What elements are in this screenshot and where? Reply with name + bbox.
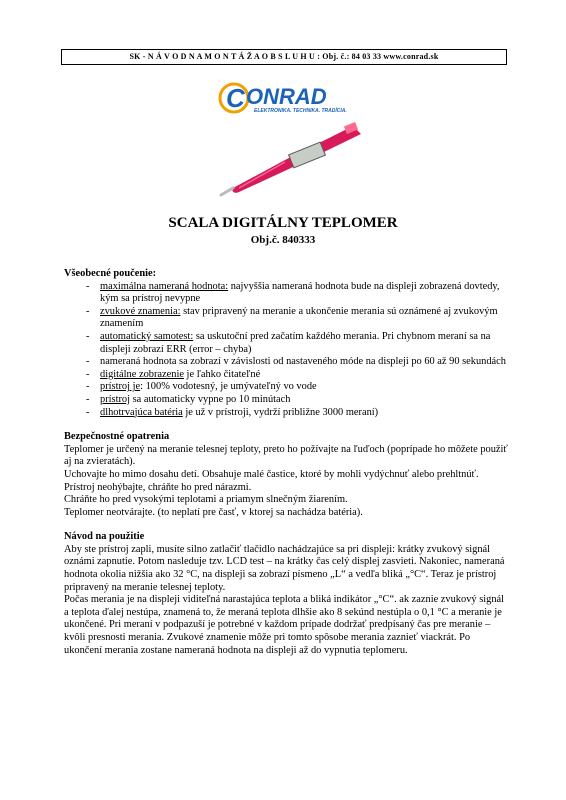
list-item: - automatický samotest: sa uskutoční pred začatím každého merania. Pri chybnom meraní sa na displeji zobrazí ERR (error – chyba) [86,330,491,355]
list-item: - nameraná hodnota sa zobrazí v závislosti od nastaveného móde na displeji po 60 až 90 sekundách [86,356,506,368]
list-item: - prístroj je: 100% vodotesný, je umývateľný vo vode [86,381,317,393]
usage-heading: Návod na použitie [64,531,145,543]
list-item: - dlhotrvajúca batéria je už v prístroji, vydrží približne 3000 meraní) [86,406,379,418]
safety-paragraph: Teplomer neotvárajte. (to neplatí pre časť, v ktorej sa nachádza batéria). [64,506,363,518]
safety-heading: Bezpečnostné opatrenia [64,431,170,443]
content-body [64,268,509,657]
document-header: SK - N Á V O D N A M O N T Á Ž A O B S L U H U : Obj. č.: 84 03 33 www.conrad.sk [61,49,507,65]
logo-initial: C [226,83,245,113]
general-heading: Všeobecné poučenie: [64,268,157,279]
logo-word: ONRAD [246,84,327,109]
list-item: - maximálna nameraná hodnota: najvyššia nameraná hodnota bude na displeji zobrazená dovtedy, kým sa prístroj nevypne [86,280,500,305]
usage-paragraph: Aby ste prístroj zapli, musíte silno zatlačiť tlačidlo nachádzajúce sa pri displeji: krátky zvukový signál oznámi zapnutie. Potom nasleduje tzv. LCD test – na krátky čas celý displej zasvieti. Nakoniec, nameraná hodnota okolia nižšia ako 32 °C, na displeji sa zobrazí písmeno „L“ a vedľa bliká „°C“. Teraz je prístroj pripravený na meranie telesnej teploty. [64,543,505,593]
list-item: - digitálne zobrazenie je ľahko čitateľné [86,368,261,380]
list-item: - zvukové znamenia: stav pripravený na meranie a ukončenie merania sú oznámené aj zvukovým znamením [86,305,498,330]
usage-paragraph: Počas merania je na displeji viditeľná narastajúca teplota a bliká indikátor „°C“. ak zaznie zvukový signál a teplota ďalej nestúpa, znamená to, že meraná teplota dlhšie ako 8 sekúnd nestúpla o 0,1 °C a meranie je ukončené. Pri meraní v podpazuší je potrebné v každom prípade dodržať predpísaný čas pre meranie – kvôli presnosti merania. Zvukové znamenie môže pri tomto spôsobe merania zaznieť viackrát. Po ukončení merania zostane nameraná hodnota na displeji až do vypnutia teplomeru. [64,594,505,656]
thermometer-display [289,142,326,168]
logo-tagline: ELEKTRONIKA. TECHNIKA. TRADÍCIA. [254,108,347,114]
safety-paragraph: Teplomer je určený na meranie telesnej teploty, preto ho požívajte na ľuďoch (poprípade ho môžete použiť aj na zvieratách). [64,443,508,468]
page-title: SCALA DIGITÁLNY TEPLOMER [168,215,398,231]
safety-paragraph: Prístroj neohýbajte, chráňte ho pred nárazmi. [64,481,252,493]
thermometer-image [195,118,365,198]
safety-paragraph: Chráňte ho pred vysokými teplotami a priamym slnečným žiarením. [64,494,348,506]
conrad-logo [218,82,348,114]
thermometer-tip [221,188,233,195]
safety-paragraph: Uchovajte ho mimo dosahu detí. Obsahuje malé častice, ktoré by mohli vydýchnuť alebo prehltnúť. [64,468,479,480]
list-item: - prístroj sa automaticky vypne po 10 minútach [86,393,291,405]
order-number: Obj.č. 840333 [250,234,316,246]
general-list [64,281,509,420]
